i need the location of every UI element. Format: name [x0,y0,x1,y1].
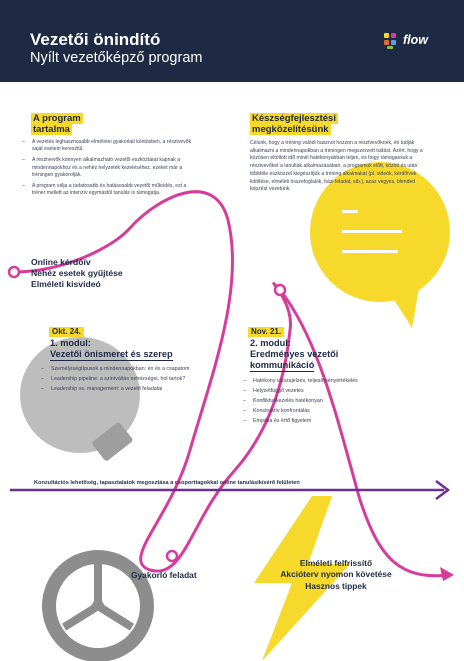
list-item: – Konfliktuskezelés hatékonyan [243,398,423,406]
program-heading: A program tartalma [33,113,81,135]
list-item: – A résztvevők könnyen alkalmazható vezetői eszköztárat kapnak a mindennapokhoz és a nehéz helyzetek kezeléséhez, ezeket már a tréningen gyakorolják. [22,157,200,179]
module1-title-line2: Vezetői önismeret és szerep [50,349,173,359]
module2-title-line3: kommunikáció [250,360,315,370]
online-line: Online kérdőív [31,257,91,267]
list-item: – Hatékony visszajelzés, teljesítményértékelés [243,378,423,386]
list-item: – A program célja a tudatosabb és hatásosabb vezetői működés, ezt a tréner mellett az intenzív egymástól tanulás is támogatja. [22,183,200,197]
logo-wordmark: flow [403,33,428,47]
list-item: – Leadership pipeline: a szintváltás nehézségei, hol tartok? [41,376,193,384]
page-subtitle: Nyílt vezetőképző program [30,50,203,66]
practice-label: Gyakorló feladat [131,570,197,580]
followup-line: Hasznos tippek [305,580,367,591]
approach-text: Célunk, hogy a tréning valódi hasznot hozzon a résztvevőknek, és tudják alkalmazni a mindennapokban a tréningen megszerzett tudást. Azért, hogy a közösen eltöltött idő minél hatékonyabban teljen, és hogy támogassuk a résztvevőket a tanultak alkalmazásában, a programok előtt, között és után többféle eszközzel kiegészítjük a tréning alkalmakat (pl. videók, kérdőívek kitöltése, elméleti összefoglalók, házi feladat, stb.), azaz vegyes, blended képzést vezetünk. [250,140,423,193]
followup-line: Akcióterv nyomon követése [280,569,392,580]
program-bullets [22,139,200,201]
list-item: – Személyiségtípusok a mindennapokban: én és a csapatom [41,366,193,374]
timeline-label: Konzultációs lehetőség, tapasztalatok megosztása a csoporttagokkal online tanulásikísérő felületen [34,480,300,486]
journey-arrow-head [440,567,454,581]
module2-date: Nov. 21. [248,327,284,337]
module2-title-line2: Eredményes vezetői [250,349,339,359]
module1-topics [41,366,193,396]
online-line: Elméleti kisvideó [31,279,101,289]
module2-title-line1: 2. modul: [250,338,291,348]
followup-line: Elméleti felfrissítő [299,558,373,568]
online-line: Nehéz esetek gyűjtése [31,268,123,278]
followup-block [252,558,420,592]
module2-topics [243,378,423,428]
list-item: – Empátia és értő figyelem [243,418,423,426]
list-item: – Konstruktív konfrontálás [243,408,423,416]
online-activities [31,257,123,290]
list-item: – Helyzetfüggő vezetés [243,388,423,396]
list-item: – A vezetés leghasznosabb elméletei gyakorlati köntösben, a résztvevők saját esetein keresztül. [22,139,200,153]
list-item: – Leadership vs. management: a vezető feladatai [41,386,193,394]
approach-heading: Készségfejlesztési megközelítésünk [252,113,336,135]
page-title: Vezetői önindító [30,30,161,49]
wheel-icon [42,550,154,661]
module1-date: Okt. 24. [49,327,84,337]
module1-title-line1: 1. modul: [50,338,91,348]
